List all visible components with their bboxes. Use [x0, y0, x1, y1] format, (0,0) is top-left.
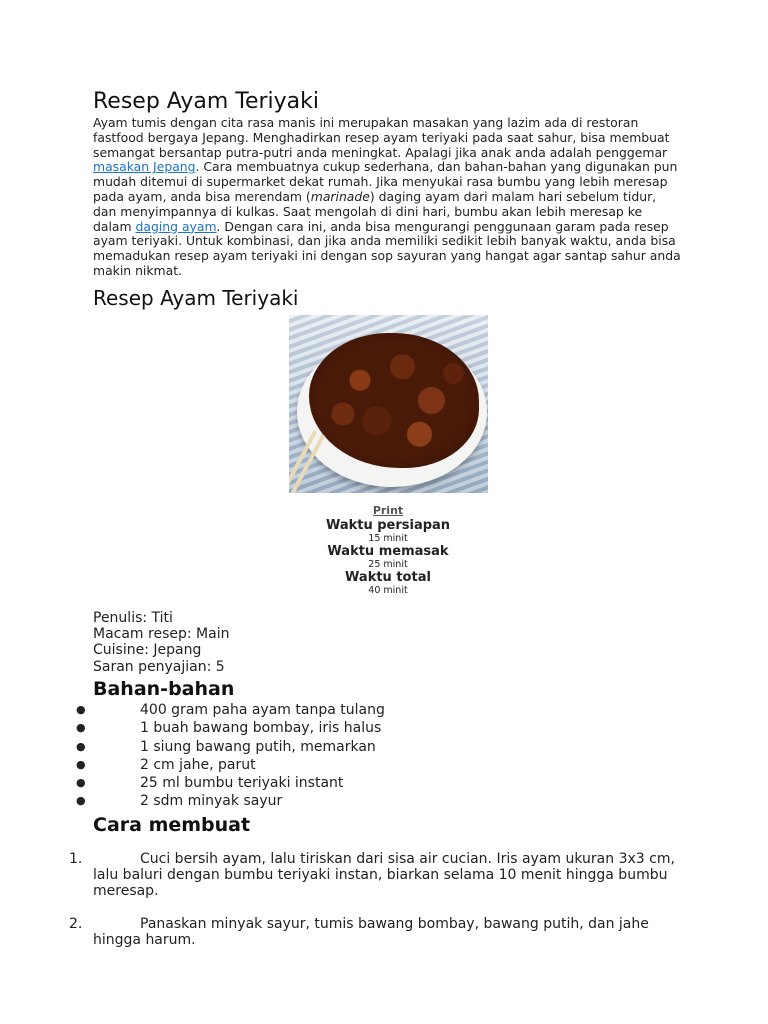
ingredient-text: 1 siung bawang putih, memarkan [140, 738, 376, 755]
recipe-meta [93, 610, 683, 675]
print-link[interactable]: Print [372, 503, 404, 517]
recipe-info [93, 499, 683, 596]
prep-time-value: 15 minit [368, 532, 408, 544]
bullet-icon: ● [76, 757, 86, 771]
step-number: 1. [69, 850, 83, 867]
total-time-label: Waktu total [345, 569, 431, 585]
list-item [69, 915, 683, 949]
cook-time-value: 25 minit [368, 558, 408, 570]
recipe-heading: Resep Ayam Teriyaki [93, 285, 299, 310]
cook-time-label: Waktu memasak [327, 543, 449, 559]
ingredient-text: 2 cm jahe, parut [140, 756, 256, 773]
meta-servings: Saran penyajian: 5 [93, 658, 225, 675]
page-title: Resep Ayam Teriyaki [93, 89, 320, 114]
list-item [69, 850, 683, 900]
intro-text-2: . Cara membuatnya cukup sederhana, dan bahan-bahan yang digunakan pun mudah ditemui di supermarket dekat rumah. Jika menyukai rasa bumbu yang lebih meresap pada ayam, anda bisa merendam ( [93, 159, 678, 204]
bullet-icon: ● [76, 776, 86, 790]
list-item [76, 774, 683, 792]
ingredients-heading: Bahan-bahan [93, 677, 235, 700]
link-masakan-jepang[interactable]: masakan Jepang [93, 159, 196, 175]
intro-italic-marinade: marinade [310, 188, 370, 204]
link-daging-ayam[interactable]: daging ayam [135, 218, 217, 234]
ingredient-text: 1 buah bawang bombay, iris halus [140, 720, 382, 737]
bullet-icon: ● [76, 721, 86, 735]
document-page [69, 88, 683, 964]
meta-recipe-type: Macam resep: Main [93, 626, 230, 643]
list-item [76, 756, 683, 774]
step-number: 2. [69, 915, 83, 932]
steps-list [69, 850, 683, 948]
method-heading: Cara membuat [93, 813, 251, 836]
bullet-icon: ● [76, 739, 86, 753]
list-item [76, 701, 683, 719]
list-item [76, 719, 683, 737]
total-time-value: 40 minit [368, 584, 408, 596]
meta-author: Penulis: Titi [93, 609, 173, 626]
step-text: Panaskan minyak sayur, tumis bawang bombay, bawang putih, dan jahe hingga harum. [93, 915, 649, 948]
intro-text-1: Ayam tumis dengan cita rasa manis ini merupakan masakan yang lazim ada di restoran fastfood bergaya Jepang. Menghadirkan resep ayam teriyaki pada saat sahur, bisa membuat semangat bersantap putra-putri anda meningkat. Apalagi jika anak anda adalah penggemar [93, 115, 670, 160]
intro-text-3: ) daging ayam dari malam hari sebelum tidur, dan menyimpannya di kulkas. Saat mengolah di dini hari, bumbu akan lebih meresap ke dalam [93, 188, 657, 234]
ingredient-text: 25 ml bumbu teriyaki instant [140, 775, 344, 792]
intro-text-4: . Dengan cara ini, anda bisa mengurangi penggunaan garam pada resep ayam teriyaki. Untuk kombinasi, dan jika anda memiliki sedikit lebih banyak waktu, anda bisa memadukan resep ayam teriyaki ini dengan sop sayuran yang hangat agar santap sahur anda makin nikmat. [93, 218, 681, 278]
list-item [76, 792, 683, 810]
list-item [76, 738, 683, 756]
recipe-photo-wrap [93, 315, 683, 497]
meta-cuisine: Cuisine: Jepang [93, 642, 202, 659]
bullet-icon: ● [76, 794, 86, 808]
prep-time-label: Waktu persiapan [325, 517, 451, 533]
ingredients-list [76, 701, 683, 811]
ingredient-text: 2 sdm minyak sayur [140, 793, 283, 810]
bullet-icon: ● [76, 702, 86, 716]
recipe-photo [289, 315, 488, 493]
step-text: Cuci bersih ayam, lalu tiriskan dari sisa air cucian. Iris ayam ukuran 3x3 cm, lalu baluri dengan bumbu teriyaki instan, biarkan selama 10 menit hingga bumbu meresap. [93, 850, 675, 900]
intro-paragraph [93, 116, 683, 279]
ingredient-text: 400 gram paha ayam tanpa tulang [140, 701, 385, 718]
